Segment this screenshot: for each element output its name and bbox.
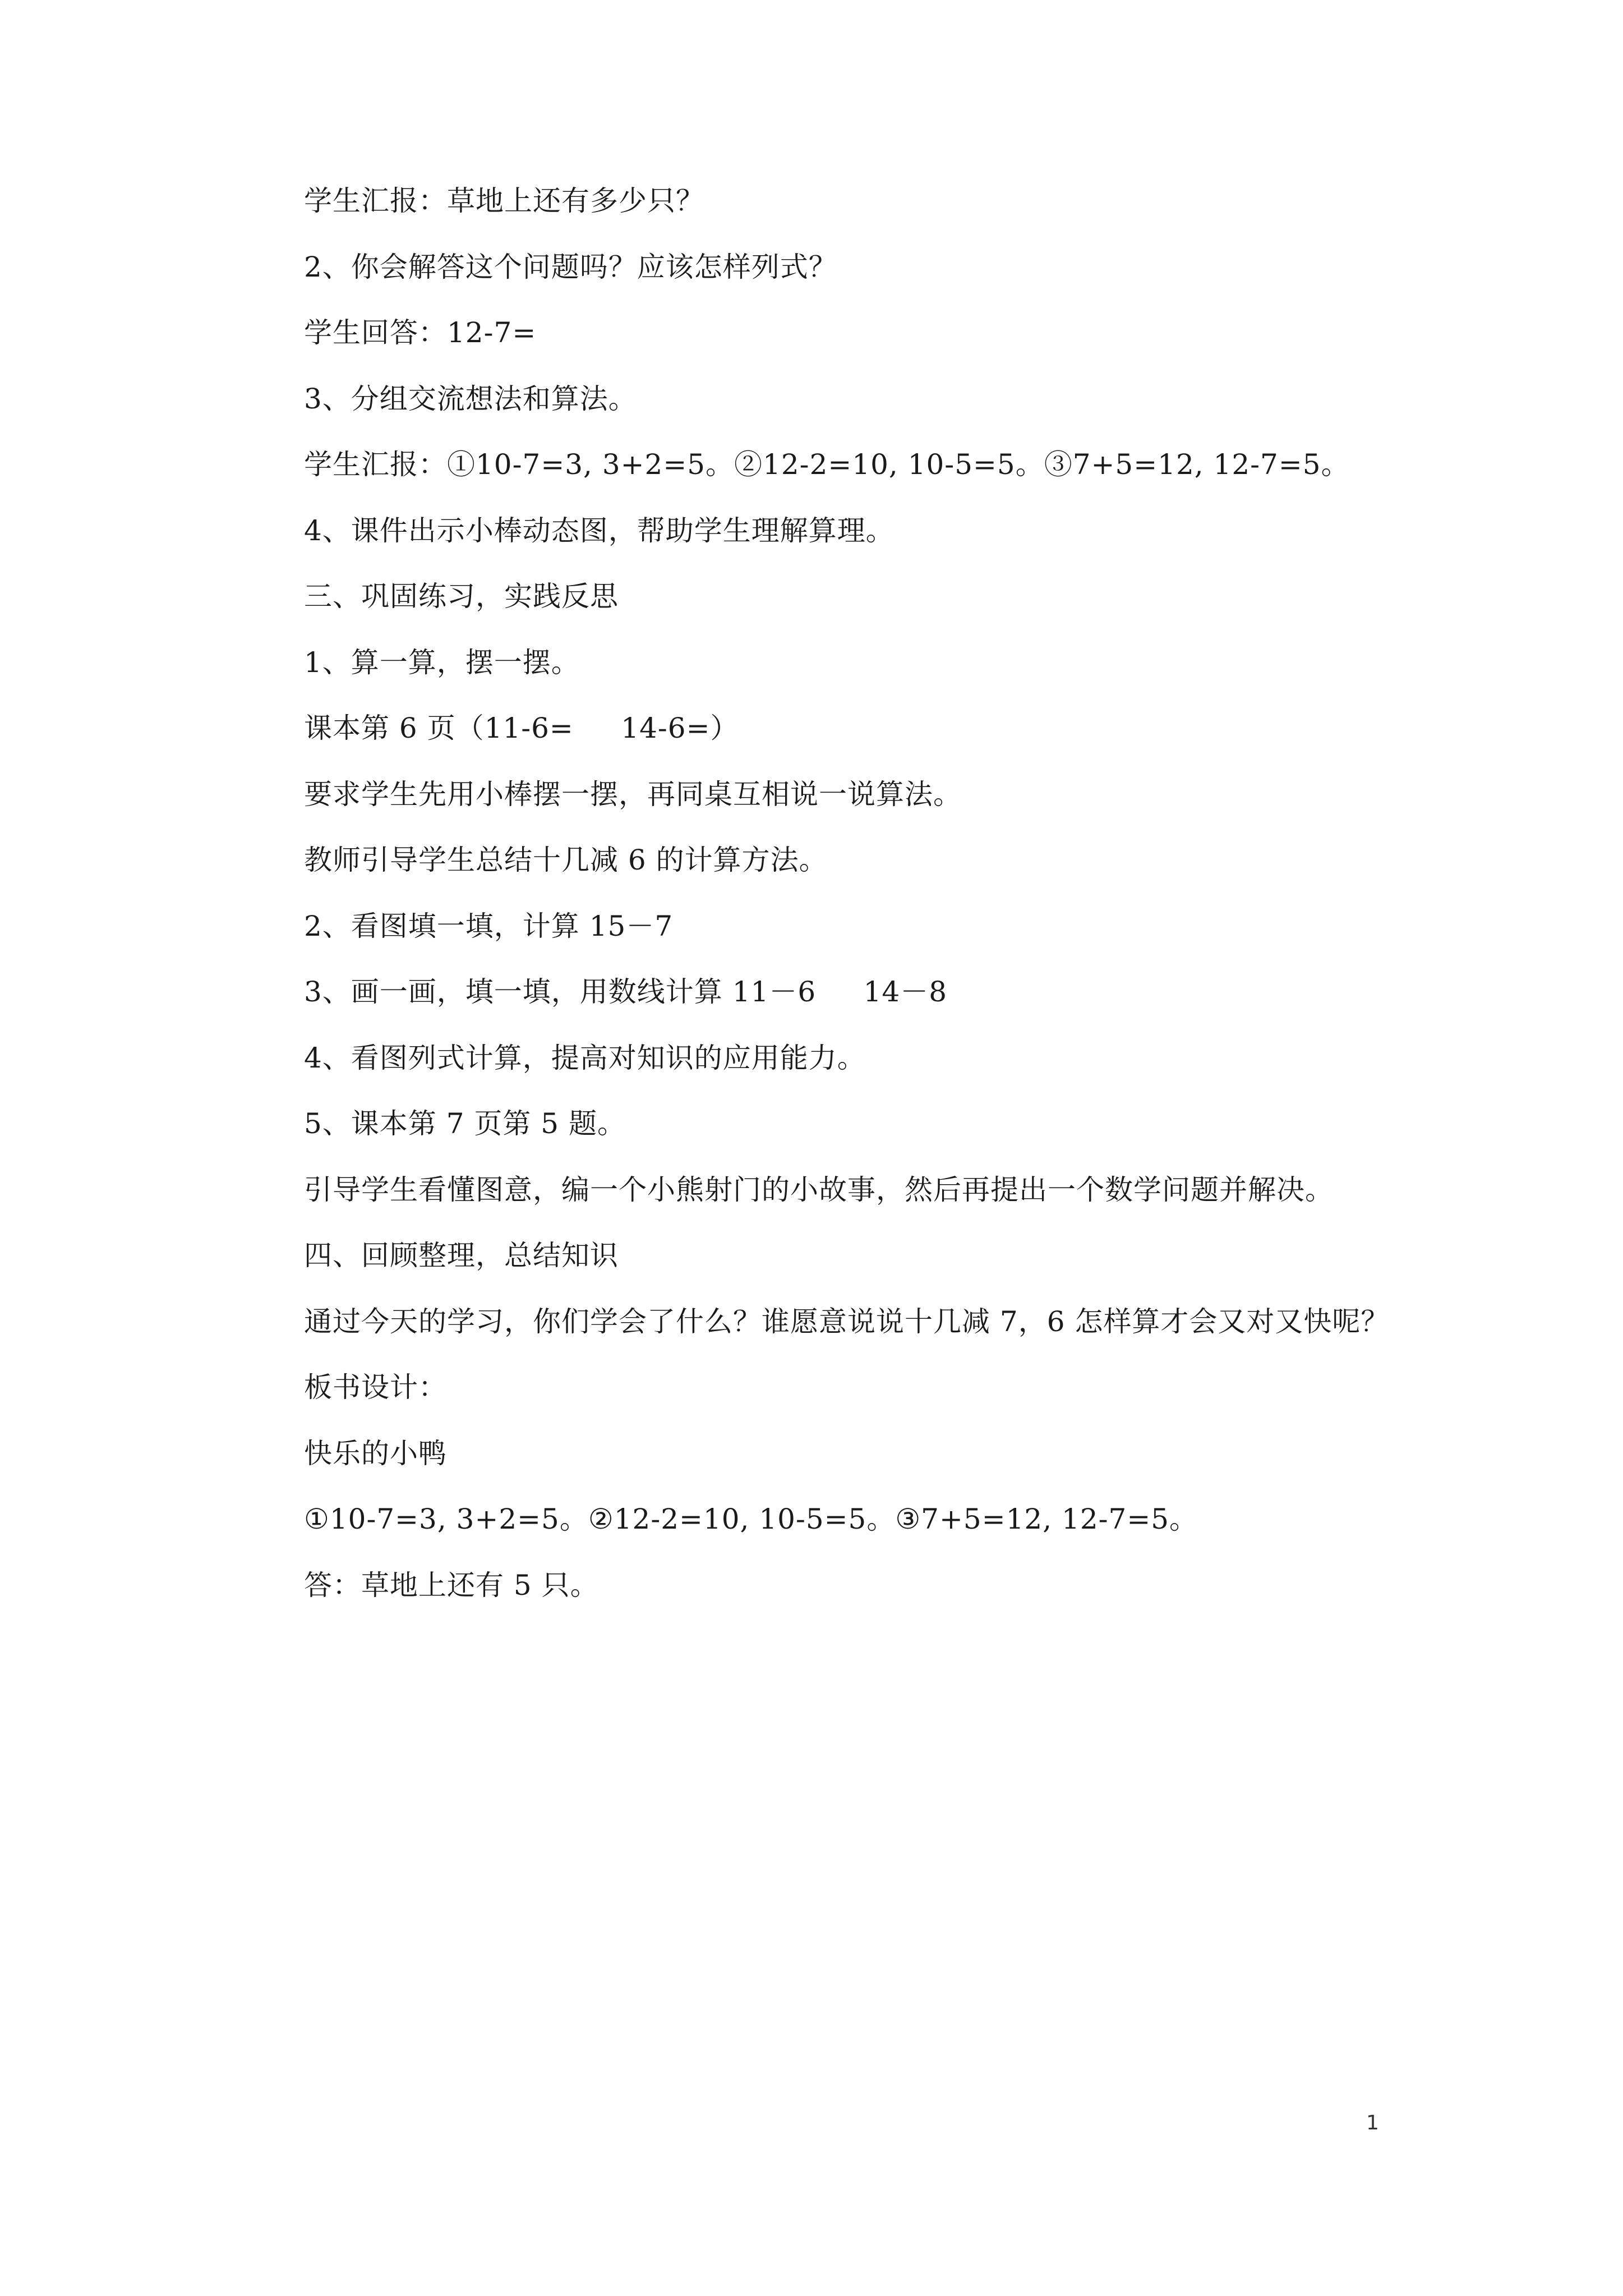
page-number: 1 — [1366, 2111, 1379, 2134]
text-line: 答：草地上还有 5 只。 — [304, 1568, 599, 1602]
section-heading: 四、回顾整理，总结知识 — [304, 1239, 619, 1272]
text-line: ①10-7=3, 3+2=5。②12-2=10, 10-5=5。③7+5=12, 12-7=5。 — [304, 1503, 1198, 1535]
text-line: 教师引导学生总结十几减 6 的计算方法。 — [304, 844, 828, 876]
text-line: 3、画一画，填一填，用数线计算 11－6 14－8 — [304, 976, 948, 1008]
text-line: 3、分组交流想法和算法。 — [304, 382, 637, 415]
text-line: 2、你会解答这个问题吗？应该怎样列式？ — [304, 250, 837, 283]
document-body — [304, 168, 1426, 1618]
text-line: 4、课件出示小棒动态图，帮助学生理解算理。 — [304, 514, 895, 547]
text-line: 要求学生先用小棒摆一摆，再同桌互相说一说算法。 — [304, 777, 962, 811]
text-line: 板书设计： — [304, 1371, 447, 1404]
text-line: 通过今天的学习，你们学会了什么？谁愿意说说十几减 7，6 怎样算才会又对又快呢？ — [304, 1305, 1390, 1338]
text-line: 学生汇报：草地上还有多少只？ — [304, 185, 704, 217]
text-line: 学生回答：12-7= — [304, 316, 537, 349]
text-line: 2、看图填一填，计算 15－7 — [304, 909, 674, 942]
text-line: 快乐的小鸭 — [304, 1437, 447, 1470]
text-line: 学生汇报：①10-7=3, 3+2=5。②12-2=10, 10-5=5。③7+5=12, 12-7=5。 — [304, 448, 1350, 481]
text-line: 1、算一算，摆一摆。 — [304, 646, 580, 679]
section-heading: 三、巩固练习，实践反思 — [304, 580, 619, 613]
text-line: 4、看图列式计算，提高对知识的应用能力。 — [304, 1041, 866, 1074]
text-line: 5、课本第 7 页第 5 题。 — [304, 1107, 626, 1140]
text-line: 引导学生看懂图意，编一个小熊射门的小故事，然后再提出一个数学问题并解决。 — [304, 1173, 1334, 1206]
text-line: 课本第 6 页（11-6= 14-6=） — [304, 712, 739, 744]
